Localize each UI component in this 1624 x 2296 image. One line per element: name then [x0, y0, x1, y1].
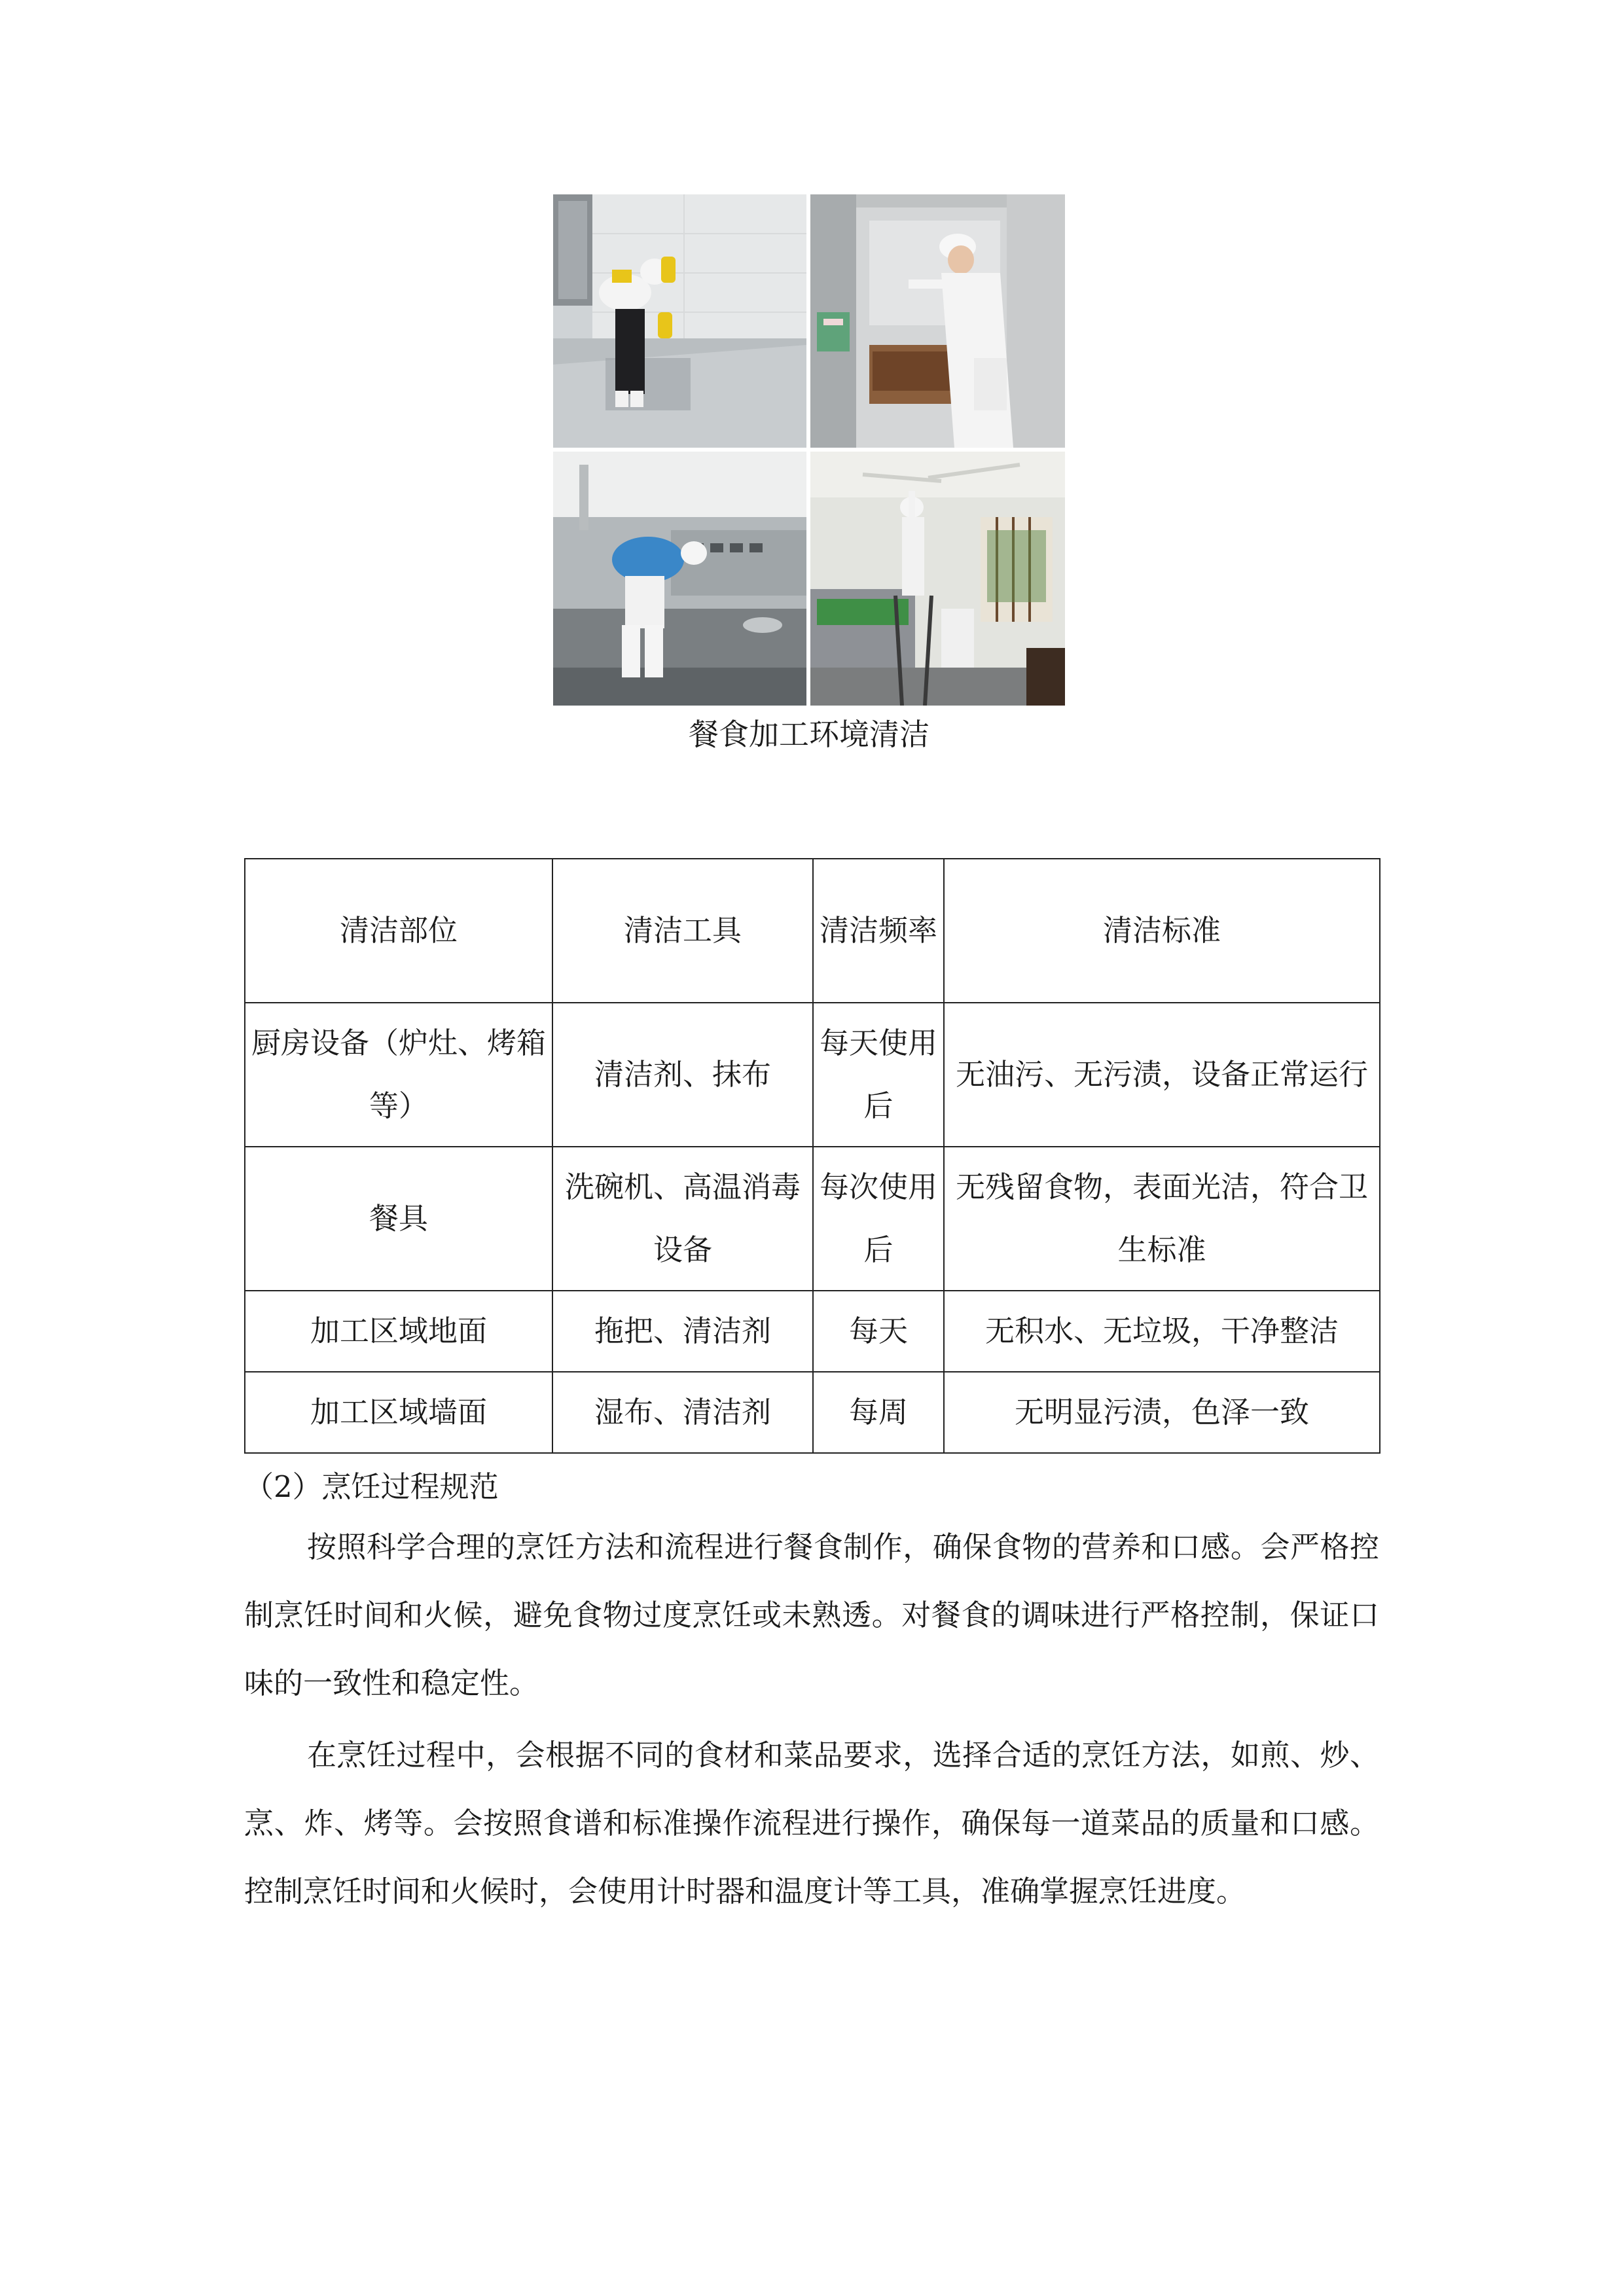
table-cell: 每天	[813, 1291, 944, 1372]
cleaning-table	[244, 858, 1380, 1454]
table-header-cell: 清洁工具	[552, 859, 813, 1003]
table-row	[245, 1372, 1380, 1453]
table-cell: 加工区域地面	[245, 1291, 552, 1372]
table-header-cell: 清洁部位	[245, 859, 552, 1003]
table-cell: 加工区域墙面	[245, 1372, 552, 1453]
figure-caption: 餐食加工环境清洁	[689, 717, 929, 752]
table-cell: 每天使用后	[813, 1003, 944, 1147]
table-header-row	[245, 859, 1380, 1003]
table-cell: 无积水、无垃圾，干净整洁	[944, 1291, 1380, 1372]
photo-collage	[553, 194, 1065, 706]
section-heading: （2）烹饪过程规范	[244, 1469, 499, 1504]
table-row	[245, 1003, 1380, 1147]
table-header-cell: 清洁频率	[813, 859, 944, 1003]
table-cell: 餐具	[245, 1147, 552, 1291]
table-cell: 洗碗机、高温消毒设备	[552, 1147, 813, 1291]
table-cell: 湿布、清洁剂	[552, 1372, 813, 1453]
cleaning-ceiling-photo	[810, 452, 1065, 706]
table-cell: 每周	[813, 1372, 944, 1453]
table-row	[245, 1147, 1380, 1291]
table-cell: 每次使用后	[813, 1147, 944, 1291]
cleaning-cabinet-photo	[810, 194, 1065, 448]
table-cell: 无油污、无污渍，设备正常运行	[944, 1003, 1380, 1147]
cleaning-sink-photo	[553, 452, 806, 706]
paragraph: 在烹饪过程中，会根据不同的食材和菜品要求，选择合适的烹饪方法，如煎、炒、烹、炸、烤等。会按照食谱和标准操作流程进行操作，确保每一道菜品的质量和口感。控制烹饪时间和火候时，会使用计时器和温度计等工具，准确掌握烹饪进度。	[244, 1738, 1379, 1909]
cleaning-wall-photo	[553, 194, 806, 448]
table-cell: 无明显污渍，色泽一致	[944, 1372, 1380, 1453]
paragraph: 按照科学合理的烹饪方法和流程进行餐食制作，确保食物的营养和口感。会严格控制烹饪时间和火候，避免食物过度烹饪或未熟透。对餐食的调味进行严格控制，保证口味的一致性和稳定性。	[244, 1530, 1379, 1700]
table-row	[245, 1291, 1380, 1372]
table-header-cell: 清洁标准	[944, 859, 1380, 1003]
table-cell: 清洁剂、抹布	[552, 1003, 813, 1147]
table-cell: 厨房设备（炉灶、烤箱等）	[245, 1003, 552, 1147]
table-cell: 拖把、清洁剂	[552, 1291, 813, 1372]
table-cell: 无残留食物，表面光洁，符合卫生标准	[944, 1147, 1380, 1291]
